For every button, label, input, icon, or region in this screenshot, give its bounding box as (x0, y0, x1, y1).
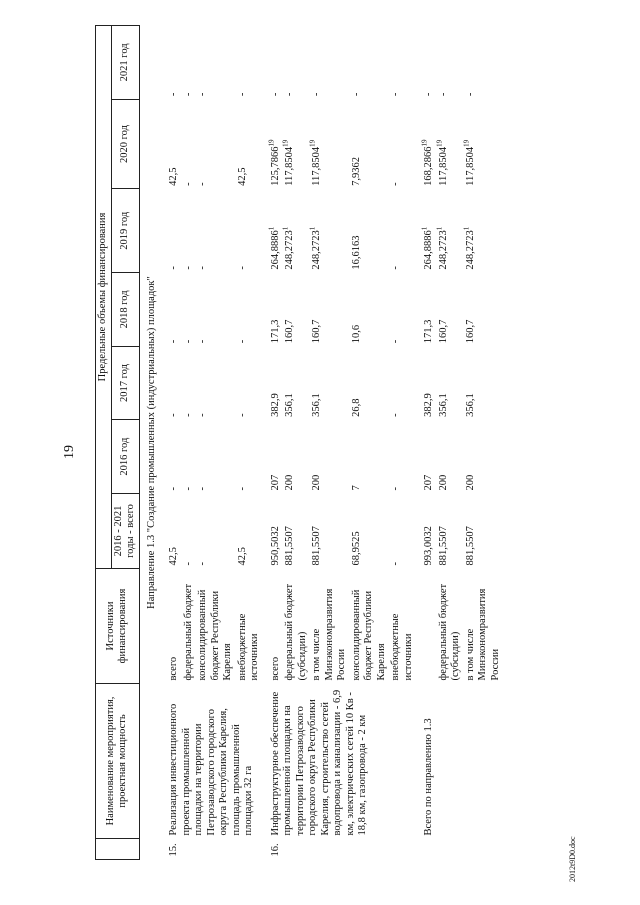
value-text: 264,8886 (423, 230, 434, 270)
value-cell-y2019 (283, 189, 310, 273)
value-cell-y2017 (350, 346, 390, 420)
value-text: - (390, 182, 401, 186)
footer-code: 2012t9D0.doc (568, 836, 577, 882)
value-cell-y2018 (283, 273, 310, 347)
value-text: - (423, 92, 434, 97)
value-text: - (390, 266, 401, 270)
financing-table (95, 25, 503, 860)
value-text: 248,2723 (437, 230, 449, 270)
value-cell-y2021 (437, 26, 464, 100)
header-2016: 2016 год (111, 420, 139, 494)
value-text: - (182, 487, 194, 491)
value-text: 68,9525 (350, 531, 362, 566)
source-cell: всего (269, 656, 281, 681)
value-text: 200 (437, 474, 449, 491)
value-text: 117,8504 (437, 146, 449, 186)
source-cell: консолидированный бюджет Республики Карелия (350, 589, 387, 681)
page-number: 19 (62, 445, 77, 459)
item-name: Всего по направлению 1.3 (423, 718, 434, 836)
value-text: - (182, 562, 194, 566)
source-cell: федеральный бюджет (субсидии) (284, 583, 308, 681)
value-cell-y2021 (464, 26, 504, 100)
value-text: 117,8504 (284, 146, 295, 186)
value-text: - (197, 182, 208, 186)
value-cell-y2016 (464, 420, 504, 494)
value-text: - (236, 339, 248, 344)
value-text: - (350, 92, 362, 97)
value-text: - (168, 92, 179, 97)
value-text: - (437, 92, 449, 97)
value-cell-y2017 (464, 346, 504, 420)
value-text: - (182, 413, 194, 417)
value-cell-y2019 (263, 189, 284, 273)
value-cell-y2019 (389, 189, 416, 273)
value-cell-y2018 (182, 273, 197, 347)
value-cell-total (236, 494, 263, 569)
value-text: - (197, 487, 208, 491)
value-text: 200 (311, 474, 322, 491)
value-cell-y2019 (161, 189, 182, 273)
value-text: - (390, 92, 401, 97)
value-text: - (236, 266, 248, 270)
value-cell-y2020 (283, 99, 310, 189)
value-cell-y2016 (310, 420, 350, 494)
value-cell-y2020 (161, 99, 182, 189)
header-no (96, 839, 140, 860)
value-cell-total (161, 494, 182, 569)
value-text: - (182, 182, 194, 186)
value-text: - (390, 562, 401, 566)
value-text: - (182, 339, 194, 344)
value-cell-y2017 (182, 346, 197, 420)
value-text: 993,0032 (423, 526, 434, 566)
value-text: 356,1 (464, 393, 476, 417)
value-cell-y2021 (161, 26, 182, 100)
footnote-mark: 1 (281, 226, 290, 231)
value-cell-total (416, 494, 437, 569)
value-text: - (168, 413, 179, 417)
value-cell-y2018 (161, 273, 182, 347)
value-cell-total (283, 494, 310, 569)
footnote-mark: 1 (267, 226, 275, 231)
value-cell-total (182, 494, 197, 569)
rotated-page (40, 22, 600, 882)
value-text: 356,1 (437, 393, 449, 417)
value-text: 207 (423, 474, 434, 491)
value-cell-y2016 (389, 420, 416, 494)
value-cell-y2016 (283, 420, 310, 494)
value-text: 881,5507 (437, 526, 449, 566)
value-text: - (236, 413, 248, 417)
value-cell-y2017 (437, 346, 464, 420)
value-text: 200 (284, 474, 295, 491)
value-text: 10,6 (350, 324, 362, 344)
value-cell-y2020 (310, 99, 350, 189)
section-title: Направление 1.3 "Создание промышленных (индустриальных) площадок" (145, 276, 157, 609)
value-cell-y2019 (350, 189, 390, 273)
value-text: 248,2723 (284, 230, 295, 270)
value-text: - (390, 339, 401, 344)
value-cell-y2018 (464, 273, 504, 347)
value-cell-y2017 (310, 346, 350, 420)
value-text: - (197, 562, 208, 566)
value-text: 42,5 (236, 167, 248, 186)
value-cell-y2019 (236, 189, 263, 273)
value-cell-y2018 (437, 273, 464, 347)
source-cell: внебюджетные источники (236, 613, 260, 681)
value-cell-y2018 (310, 273, 350, 347)
value-cell-total (437, 494, 464, 569)
footnote-mark: 1 (420, 226, 429, 231)
value-text: 881,5507 (311, 526, 322, 566)
value-text: - (197, 339, 208, 344)
value-text: 356,1 (284, 393, 295, 417)
value-cell-total (263, 494, 284, 569)
value-text: 7 (350, 485, 362, 491)
value-cell-y2021 (416, 26, 437, 100)
value-cell-y2016 (161, 420, 182, 494)
value-text: 248,2723 (464, 230, 476, 270)
value-text: - (197, 413, 208, 417)
value-text: - (182, 266, 194, 270)
footnote-mark: 1 (435, 226, 443, 231)
value-text: 117,8504 (464, 146, 476, 186)
value-cell-y2018 (416, 273, 437, 347)
value-cell-total (196, 494, 236, 569)
value-cell-y2018 (263, 273, 284, 347)
value-text: - (197, 266, 208, 270)
source-cell: внебюджетные источники (390, 613, 414, 681)
value-cell-y2017 (283, 346, 310, 420)
value-cell-y2016 (416, 420, 437, 494)
value-text: - (236, 487, 248, 491)
value-cell-y2020 (464, 99, 504, 189)
value-cell-y2018 (196, 273, 236, 347)
value-cell-y2021 (310, 26, 350, 100)
value-text: - (390, 413, 401, 417)
value-text: 171,3 (269, 319, 281, 344)
value-cell-y2020 (182, 99, 197, 189)
footnote-mark: 19 (308, 139, 317, 147)
value-cell-total (389, 494, 416, 569)
source-cell: в том числе Минэкономразвития России (464, 588, 501, 681)
value-cell-y2019 (416, 189, 437, 273)
header-limits: Предельные объемы финансирования (96, 26, 112, 569)
value-cell-y2019 (196, 189, 236, 273)
value-cell-y2021 (182, 26, 197, 100)
value-text: 160,7 (284, 319, 295, 344)
value-cell-y2019 (310, 189, 350, 273)
header-2019: 2019 год (111, 189, 139, 273)
header-2021: 2021 год (111, 26, 139, 100)
footnote-mark: 19 (435, 139, 443, 147)
table-row (263, 26, 284, 860)
value-cell-y2019 (437, 189, 464, 273)
value-cell-y2021 (236, 26, 263, 100)
value-text: - (464, 92, 476, 97)
value-cell-y2021 (263, 26, 284, 100)
value-cell-y2016 (263, 420, 284, 494)
value-text: - (168, 266, 179, 270)
value-text: 881,5507 (464, 526, 476, 566)
value-cell-total (350, 494, 390, 569)
value-cell-y2018 (389, 273, 416, 347)
section-row (139, 26, 161, 860)
value-cell-y2016 (350, 420, 390, 494)
footnote-mark: 19 (281, 139, 290, 147)
value-cell-y2016 (196, 420, 236, 494)
value-text: - (182, 92, 194, 97)
header-2017: 2017 год (111, 346, 139, 420)
item-name: Инфраструктурное обеспечение промышленной площадки на территории Петрозаводского городского округа Республики Карелия, строительство сетей водопровода и канализации - 6,9 км, электрических сетей 10 Кв - 18,8 км, газопровода - 2 км (269, 689, 368, 836)
source-cell (416, 569, 437, 684)
value-cell-y2019 (464, 189, 504, 273)
table-body (139, 26, 503, 860)
value-text: 117,8504 (311, 146, 322, 186)
footnote-mark: 1 (308, 226, 317, 231)
value-cell-y2020 (437, 99, 464, 189)
item-name: Реализация инвестиционного проекта промышленной площадки на территории Петрозаводского городского округа Республики Карелия, площадь промышленной площадки 32 га (168, 703, 254, 836)
value-text: 200 (464, 474, 476, 491)
header-row-1 (96, 26, 112, 860)
value-text: 16,6163 (350, 235, 362, 270)
value-text: 356,1 (311, 393, 322, 417)
header-2018: 2018 год (111, 273, 139, 347)
source-cell: федеральный бюджет (182, 583, 194, 681)
value-cell-y2017 (196, 346, 236, 420)
value-text: 382,9 (269, 393, 281, 417)
value-cell-y2017 (389, 346, 416, 420)
value-cell-y2021 (389, 26, 416, 100)
value-cell-y2020 (196, 99, 236, 189)
footnote-mark: 19 (462, 139, 470, 147)
value-cell-y2017 (236, 346, 263, 420)
table-row (161, 26, 182, 860)
value-cell-y2019 (182, 189, 197, 273)
value-cell-y2021 (350, 26, 390, 100)
value-text: - (197, 92, 208, 97)
value-text: - (269, 92, 281, 97)
value-text: 42,5 (168, 167, 179, 186)
value-text: - (284, 92, 295, 97)
value-text: - (168, 487, 179, 491)
value-cell-y2016 (182, 420, 197, 494)
value-text: 160,7 (464, 319, 476, 344)
value-cell-y2018 (350, 273, 390, 347)
footnote-mark: 1 (462, 226, 470, 231)
value-cell-y2017 (263, 346, 284, 420)
header-2020: 2020 год (111, 99, 139, 189)
table-row (416, 26, 437, 860)
value-text: - (168, 339, 179, 344)
source-cell: федеральный бюджет (субсидии) (437, 583, 461, 681)
value-cell-total (464, 494, 504, 569)
value-text: 26,8 (350, 398, 362, 417)
value-cell-y2016 (437, 420, 464, 494)
header-total: 2016 - 2021 годы - всего (111, 494, 139, 569)
footnote-mark: 19 (420, 139, 429, 147)
value-text: 171,3 (423, 319, 434, 344)
source-cell: в том числе Минэкономразвития России (311, 588, 347, 681)
value-text: 248,2723 (311, 230, 322, 270)
header-sources: Источники финансирования (96, 569, 140, 684)
value-text: 950,5032 (269, 526, 281, 566)
value-text: - (236, 92, 248, 97)
item-number: 15. (168, 843, 179, 857)
header-name: Наименование мероприятия, проектная мощность (96, 684, 140, 839)
value-text: 207 (269, 474, 281, 491)
value-cell-y2020 (416, 99, 437, 189)
value-text: 42,5 (236, 547, 248, 566)
value-text: 382,9 (423, 393, 434, 417)
value-text: 160,7 (311, 319, 322, 344)
value-text: 125,7866 (269, 146, 281, 186)
item-number: 16. (269, 843, 281, 857)
value-text: 160,7 (437, 319, 449, 344)
item-number (416, 839, 503, 860)
value-cell-y2021 (196, 26, 236, 100)
value-text: 7,9362 (350, 157, 362, 186)
value-cell-y2016 (236, 420, 263, 494)
value-text: 264,8886 (269, 230, 281, 270)
value-text: 42,5 (168, 547, 179, 566)
value-cell-y2020 (263, 99, 284, 189)
value-text: 881,5507 (284, 526, 295, 566)
value-cell-y2017 (416, 346, 437, 420)
value-text: 168,2866 (423, 146, 434, 186)
value-cell-y2018 (236, 273, 263, 347)
value-cell-y2020 (389, 99, 416, 189)
source-cell: всего (168, 656, 179, 681)
value-text: - (311, 92, 322, 97)
footnote-mark: 19 (267, 139, 275, 147)
value-cell-total (310, 494, 350, 569)
value-cell-y2020 (236, 99, 263, 189)
value-cell-y2020 (350, 99, 390, 189)
source-cell: консолидированный бюджет Республики Карелия (197, 589, 233, 681)
value-cell-y2021 (283, 26, 310, 100)
value-text: - (390, 487, 401, 491)
value-cell-y2017 (161, 346, 182, 420)
